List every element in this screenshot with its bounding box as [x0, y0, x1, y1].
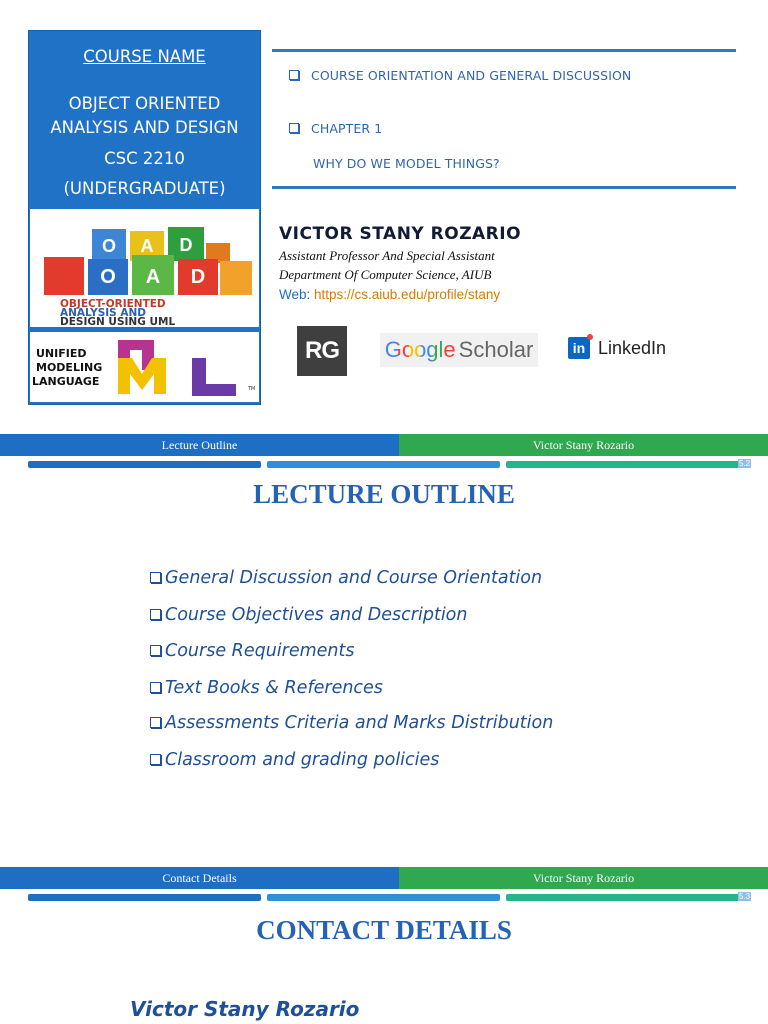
- lecture-outline-title: LECTURE OUTLINE: [253, 479, 515, 509]
- scholar-word: Scholar: [458, 337, 534, 362]
- checkbox-bullet-icon: [150, 717, 161, 728]
- footer-right-label: Victor Stany Rozario: [399, 434, 768, 456]
- footer-stripes-2: [0, 894, 768, 902]
- web-url-link[interactable]: https://cs.aiub.edu/profile/stany: [314, 287, 501, 302]
- course-title-line2: ANALYSIS AND DESIGN: [50, 118, 239, 137]
- course-title-line1: OBJECT ORIENTED: [68, 94, 221, 113]
- contact-details-title: CONTACT DETAILS: [256, 915, 512, 945]
- outline-item: [150, 713, 553, 733]
- checkbox-bullet-icon: [289, 70, 299, 80]
- cube-letter-o-front: O: [100, 266, 116, 288]
- course-name-label: COURSE NAME: [83, 47, 206, 66]
- outline-item-text: Course Requirements: [165, 641, 355, 661]
- linkedin-text: LinkedIn: [598, 337, 667, 358]
- footer-right-label: Victor Stany Rozario: [399, 867, 768, 889]
- outline-item: [150, 605, 467, 625]
- slide-footer-bar-1: [0, 434, 768, 456]
- bullet-text: COURSE ORIENTATION AND GENERAL DISCUSSION: [311, 68, 632, 83]
- bullet-chapter: [289, 121, 382, 136]
- uml-tm: TM: [248, 386, 256, 392]
- stripe-teal: [506, 461, 739, 468]
- footer-stripes-1: [0, 461, 768, 469]
- cube-letter-a-front: A: [145, 266, 161, 288]
- author-web: [279, 287, 500, 302]
- footer-left-label: Contact Details: [0, 867, 399, 889]
- outline-item: [150, 641, 355, 661]
- bullet-why-model: WHY DO WE MODEL THINGS?: [313, 156, 500, 171]
- footer-left-label: Lecture Outline: [0, 434, 399, 456]
- author-title: Assistant Professor And Special Assistant: [279, 248, 495, 263]
- outline-item-text: Text Books & References: [165, 678, 383, 698]
- cube-letter-d-front: D: [190, 266, 206, 288]
- stripe-teal: [506, 894, 739, 901]
- stripe-lightblue: [267, 461, 500, 468]
- page-number: 5.2: [739, 459, 751, 468]
- uml-line3: LANGUAGE: [32, 375, 100, 388]
- web-label: Web:: [279, 287, 315, 302]
- checkbox-bullet-icon: [150, 682, 161, 693]
- uml-line1: UNIFIED: [36, 347, 87, 360]
- course-code: CSC 2210: [104, 149, 185, 168]
- bullet-course-orientation: [289, 68, 631, 83]
- cube-letter-d-back: D: [179, 235, 193, 255]
- outline-item-text: Classroom and grading policies: [165, 750, 440, 770]
- header-rule-top: [272, 49, 736, 52]
- google-scholar-logo[interactable]: [380, 333, 538, 367]
- checkbox-bullet-icon: [150, 645, 161, 656]
- slide-footer-bar-2: [0, 867, 768, 889]
- outline-item-text: Course Objectives and Description: [165, 605, 468, 625]
- header-rule-bottom: [272, 186, 736, 189]
- bullet-text: CHAPTER 1: [311, 121, 383, 136]
- checkbox-bullet-icon: [150, 572, 161, 583]
- cube-letter-o-back: O: [101, 236, 117, 256]
- checkbox-bullet-icon: [289, 123, 299, 133]
- outline-item-text: General Discussion and Course Orientation: [165, 568, 543, 588]
- oad-caption-line3: DESIGN USING UML: [60, 316, 176, 327]
- linkedin-logo[interactable]: [568, 333, 666, 363]
- author-department: Department Of Computer Science, AIUB: [279, 267, 492, 282]
- notification-dot: [587, 334, 593, 340]
- linkedin-icon-text: in: [572, 340, 586, 356]
- outline-item: [150, 678, 383, 698]
- uml-logo-image: [30, 332, 259, 402]
- oad-caption-line2: ANALYSIS AND: [60, 307, 147, 319]
- uml-line2: MODELING: [36, 361, 103, 374]
- course-level: (UNDERGRADUATE): [63, 179, 226, 198]
- outline-item: [150, 568, 542, 588]
- checkbox-bullet-icon: [150, 609, 161, 620]
- stripe-lightblue: [267, 894, 500, 901]
- stripe-blue: [28, 461, 261, 468]
- author-name: VICTOR STANY ROZARIO: [279, 224, 522, 244]
- oad-cubes-image: [30, 209, 259, 327]
- oad-caption-line1: OBJECT-ORIENTED: [60, 298, 166, 310]
- outline-item-text: Assessments Criteria and Marks Distribution: [165, 713, 554, 733]
- scholar-google-word: Google: [384, 337, 456, 362]
- cube-letter-a-back: A: [140, 236, 154, 256]
- contact-person-name: Victor Stany Rozario: [130, 997, 360, 1021]
- stripe-blue: [28, 894, 261, 901]
- checkbox-bullet-icon: [150, 754, 161, 765]
- linkedin-icon: [568, 337, 590, 359]
- page-number: 5.3: [739, 892, 751, 901]
- outline-item: [150, 750, 439, 770]
- researchgate-logo[interactable]: RG: [297, 326, 347, 376]
